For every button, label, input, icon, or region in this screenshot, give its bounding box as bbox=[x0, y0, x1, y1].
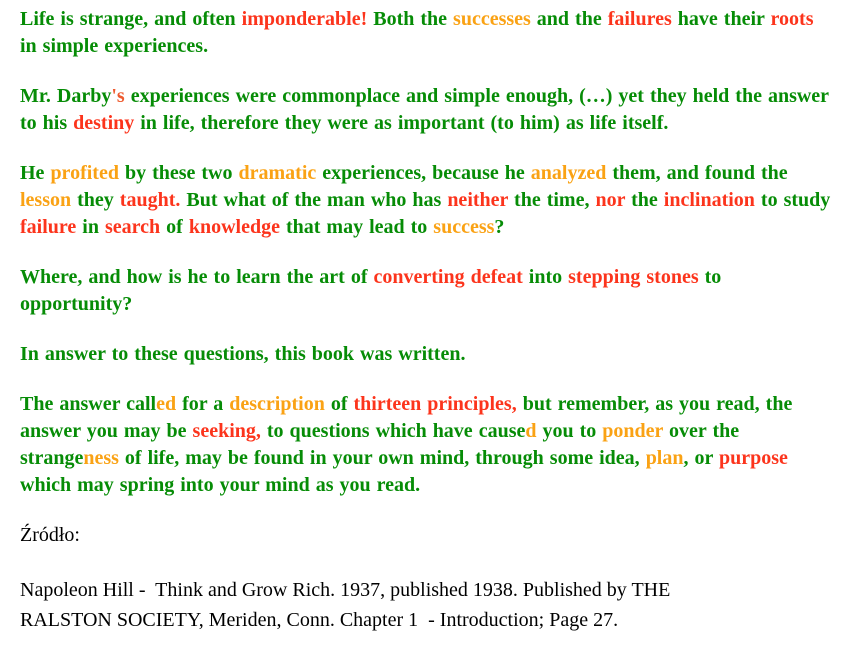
text-segment: imponderable! bbox=[241, 8, 368, 30]
text-segment: for a bbox=[176, 393, 230, 415]
text-segment: experiences were commonplace and simple enough, (…) yet they held the answer to his bbox=[20, 85, 829, 134]
text-segment: destiny bbox=[73, 112, 135, 134]
text-segment: He bbox=[20, 162, 51, 184]
text-segment: in bbox=[76, 216, 105, 238]
text-segment: ponder bbox=[602, 420, 664, 442]
text-segment: description bbox=[229, 393, 325, 415]
text-segment: of bbox=[160, 216, 189, 238]
text-segment: the time, bbox=[508, 189, 596, 211]
text-segment: Where, and how is he to learn the art of bbox=[20, 266, 374, 288]
text-segment: in life, therefore they were as important (to him) as life itself. bbox=[134, 112, 669, 134]
text-segment: failure bbox=[20, 216, 77, 238]
quote-paragraph bbox=[20, 264, 832, 318]
text-segment: ed bbox=[156, 393, 177, 415]
text-segment: they bbox=[71, 189, 120, 211]
text-segment: to opportunity? bbox=[20, 266, 722, 315]
text-segment: profited bbox=[50, 162, 119, 184]
text-segment: analyzed bbox=[530, 162, 607, 184]
text-segment: Both the bbox=[367, 8, 454, 30]
text-segment: The answer call bbox=[20, 393, 157, 415]
text-segment: lesson bbox=[20, 189, 72, 211]
text-segment: In answer to these questions, this book was written. bbox=[20, 343, 466, 365]
text-segment: which may spring into your mind as you read. bbox=[20, 474, 421, 496]
text-segment: failures bbox=[607, 8, 672, 30]
text-segment: but remember, as you read, the answer you may be bbox=[20, 393, 793, 442]
text-segment: neither bbox=[447, 189, 509, 211]
quote-paragraph bbox=[20, 391, 832, 499]
quote-paragraph bbox=[20, 83, 832, 137]
text-segment: taught. bbox=[119, 189, 181, 211]
text-segment: that may lead to bbox=[279, 216, 434, 238]
text-segment: ness bbox=[83, 447, 119, 469]
source-citation bbox=[20, 575, 831, 635]
text-segment: Life is strange, and often bbox=[20, 8, 242, 30]
text-segment: roots bbox=[770, 8, 814, 30]
text-segment: seeking, bbox=[192, 420, 261, 442]
text-segment: by these two bbox=[118, 162, 239, 184]
source-label: Źródło: bbox=[20, 524, 80, 546]
text-segment: in simple experiences. bbox=[20, 35, 209, 57]
text-segment: search bbox=[104, 216, 161, 238]
text-segment: successes bbox=[453, 8, 531, 30]
text-segment: thirteen principles, bbox=[353, 393, 517, 415]
text-segment: purpose bbox=[719, 447, 788, 469]
quote-paragraph bbox=[20, 341, 832, 368]
text-segment: nor bbox=[595, 189, 626, 211]
text-segment: to study bbox=[754, 189, 831, 211]
text-segment: inclination bbox=[663, 189, 755, 211]
text-segment: them, and found the bbox=[606, 162, 788, 184]
text-segment: of bbox=[324, 393, 354, 415]
text-segment: 's bbox=[111, 85, 125, 107]
text-segment: of life, may be found in your own mind, through some idea, bbox=[118, 447, 646, 469]
text-segment: d bbox=[525, 420, 537, 442]
text-segment: Mr. Darby bbox=[20, 85, 112, 107]
quote-paragraph bbox=[20, 160, 832, 241]
text-segment: success bbox=[433, 216, 495, 238]
text-segment: But what of the man who has bbox=[180, 189, 448, 211]
quote-paragraph bbox=[20, 6, 832, 60]
quote-container bbox=[20, 6, 831, 499]
text-segment: ? bbox=[494, 216, 505, 238]
text-segment: experiences, because he bbox=[316, 162, 531, 184]
text-segment: dramatic bbox=[238, 162, 317, 184]
text-segment: , or bbox=[683, 447, 720, 469]
text-segment: have their bbox=[671, 8, 771, 30]
text-segment: stepping stones bbox=[568, 266, 699, 288]
text-segment: knowledge bbox=[188, 216, 280, 238]
text-segment: you to bbox=[536, 420, 603, 442]
text-segment: converting defeat bbox=[373, 266, 523, 288]
citation-line: RALSTON SOCIETY, Meriden, Conn. Chapter 1 - Introduction; Page 27. bbox=[20, 609, 619, 631]
text-segment: to questions which have cause bbox=[260, 420, 526, 442]
text-segment: and the bbox=[530, 8, 608, 30]
text-segment: into bbox=[522, 266, 569, 288]
text-segment: plan bbox=[645, 447, 684, 469]
text-segment: the bbox=[625, 189, 664, 211]
citation-line: Napoleon Hill - Think and Grow Rich. 1937, published 1938. Published by THE bbox=[20, 579, 671, 601]
text-segment: over the strange bbox=[20, 420, 740, 469]
